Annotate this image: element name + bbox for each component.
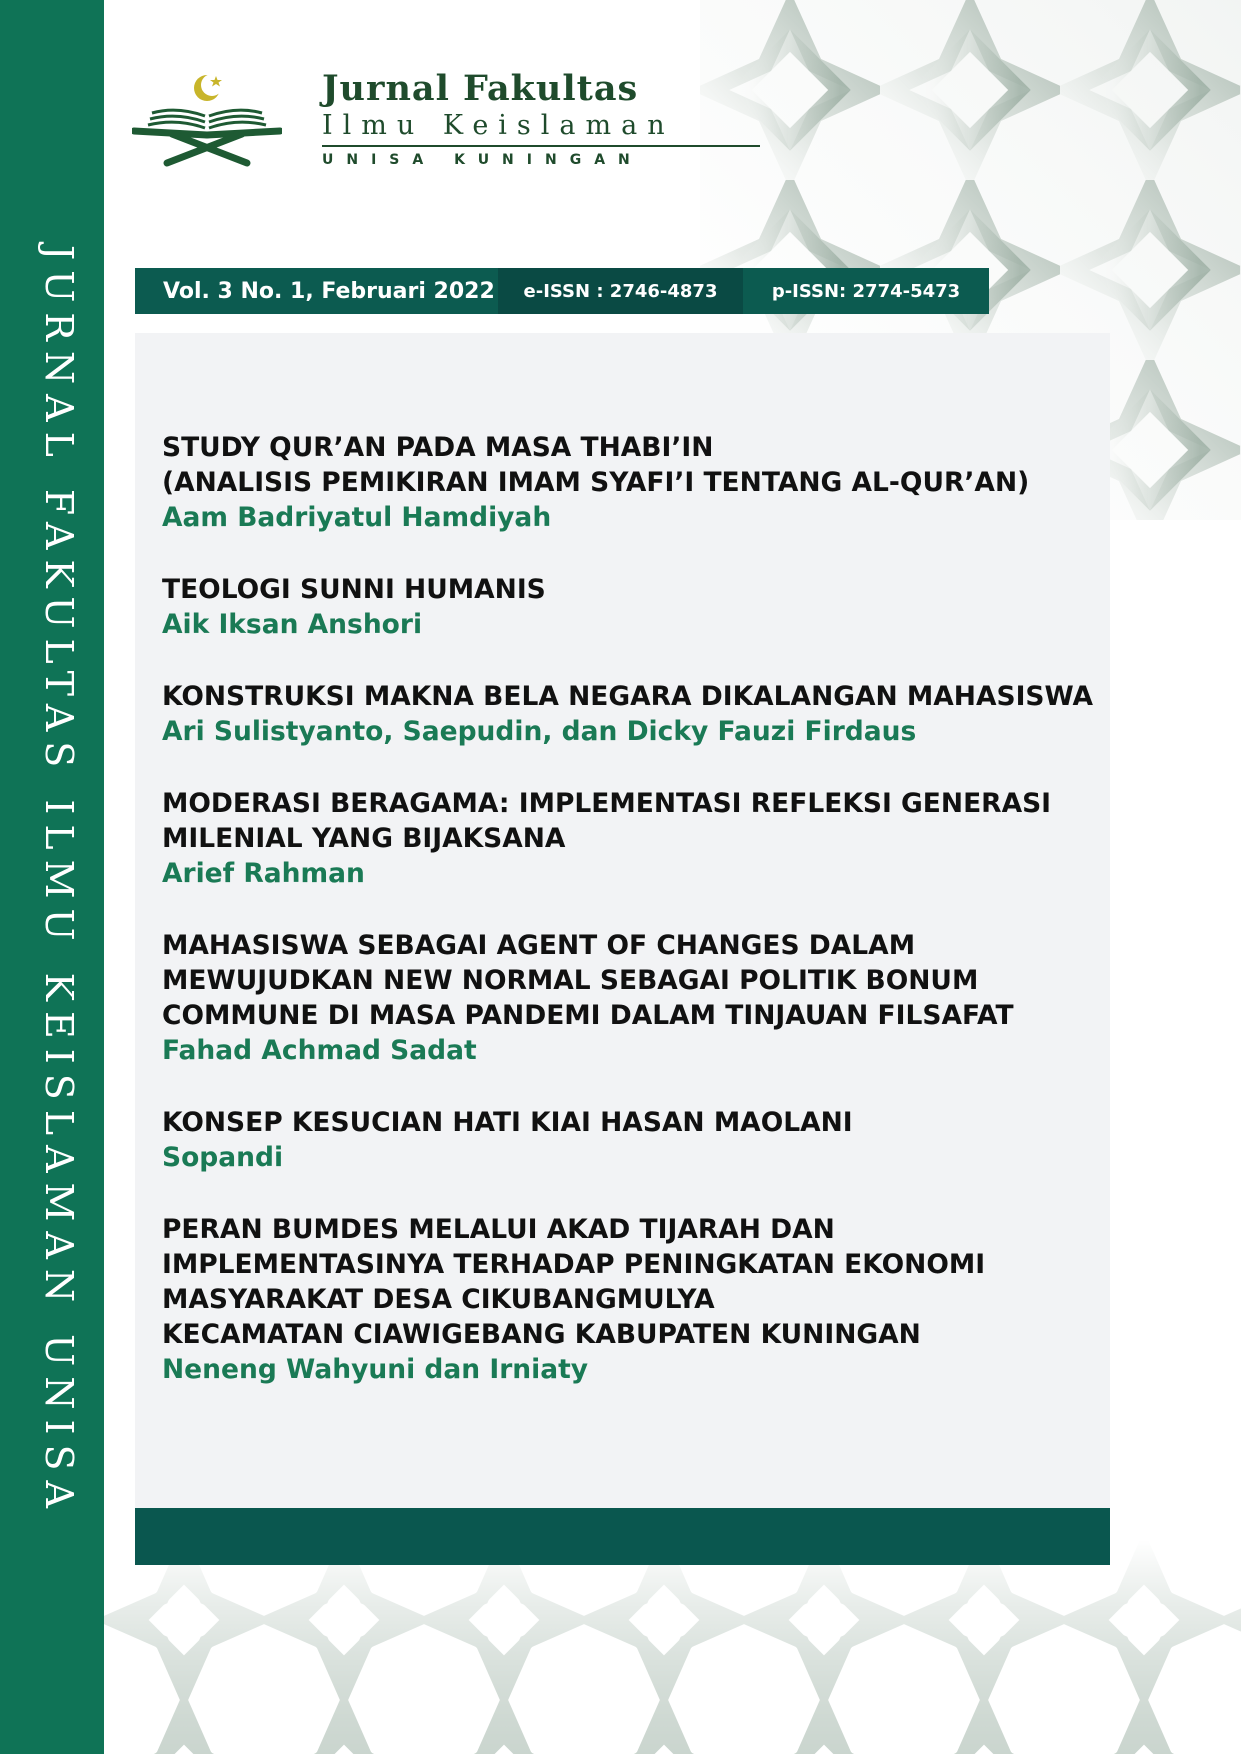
article-item xyxy=(162,679,1102,749)
side-vertical-title: JURNAL FAKULTAS ILMU KEISLAMAN UNISA xyxy=(37,245,81,1518)
article-item xyxy=(162,928,1102,1068)
article-item xyxy=(162,572,1102,642)
volume-label: Vol. 3 No. 1, Februari 2022 xyxy=(135,268,498,314)
bottom-bar xyxy=(135,1508,1110,1565)
article-author: Fahad Achmad Sadat xyxy=(162,1035,477,1066)
article-author: Ari Sulistyanto, Saepudin, dan Dicky Fauzi Firdaus xyxy=(162,716,917,747)
title-divider xyxy=(322,145,760,147)
article-title: STUDY QUR’AN PADA MASA THABI’IN (ANALISIS PEMIKIRAN IMAM SYAFI’I TENTANG AL-QUR’AN) xyxy=(162,432,1030,498)
article-title: MAHASISWA SEBAGAI AGENT OF CHANGES DALAM MEWUJUDKAN NEW NORMAL SEBAGAI POLITIK BONUM COMMUNE DI MASA PANDEMI DALAM TINJAUAN FILSAFAT xyxy=(162,930,1014,1031)
article-author: Neneng Wahyuni dan Irniaty xyxy=(162,1354,589,1385)
journal-title: Jurnal Fakultas xyxy=(322,68,639,109)
article-author: Sopandi xyxy=(162,1142,284,1173)
decorative-pattern-bottom xyxy=(104,1540,1241,1754)
journal-header xyxy=(132,68,675,178)
article-item xyxy=(162,1105,1102,1175)
article-item xyxy=(162,1212,1102,1387)
pissn-label: p-ISSN: 2774-5473 xyxy=(743,268,989,314)
article-title: KONSEP KESUCIAN HATI KIAI HASAN MAOLANI xyxy=(162,1107,853,1138)
eissn-label: e-ISSN : 2746-4873 xyxy=(498,268,743,314)
article-title: TEOLOGI SUNNI HUMANIS xyxy=(162,574,546,605)
article-list xyxy=(162,430,1102,1424)
article-author: Aik Iksan Anshori xyxy=(162,609,423,640)
journal-institution: UNISA KUNINGAN xyxy=(322,152,643,168)
journal-subtitle: Ilmu Keislaman xyxy=(322,110,675,141)
article-author: Arief Rahman xyxy=(162,858,365,889)
article-item xyxy=(162,430,1102,535)
article-item xyxy=(162,786,1102,891)
article-title: KONSTRUKSI MAKNA BELA NEGARA DIKALANGAN MAHASISWA xyxy=(162,681,1094,712)
issue-info-bar xyxy=(135,268,989,314)
article-author: Aam Badriyatul Hamdiyah xyxy=(162,502,552,533)
article-title: MODERASI BERAGAMA: IMPLEMENTASI REFLEKSI GENERASI MILENIAL YANG BIJAKSANA xyxy=(162,788,1052,854)
quran-on-rehal-with-crescent-icon xyxy=(132,68,282,168)
article-title: PERAN BUMDES MELALUI AKAD TIJARAH DAN IMPLEMENTASINYA TERHADAP PENINGKATAN EKONOMI MASYARAKAT DESA CIKUBANGMULYA KECAMATAN CIAWIGEBANG KABUPATEN KUNINGAN xyxy=(162,1214,986,1350)
